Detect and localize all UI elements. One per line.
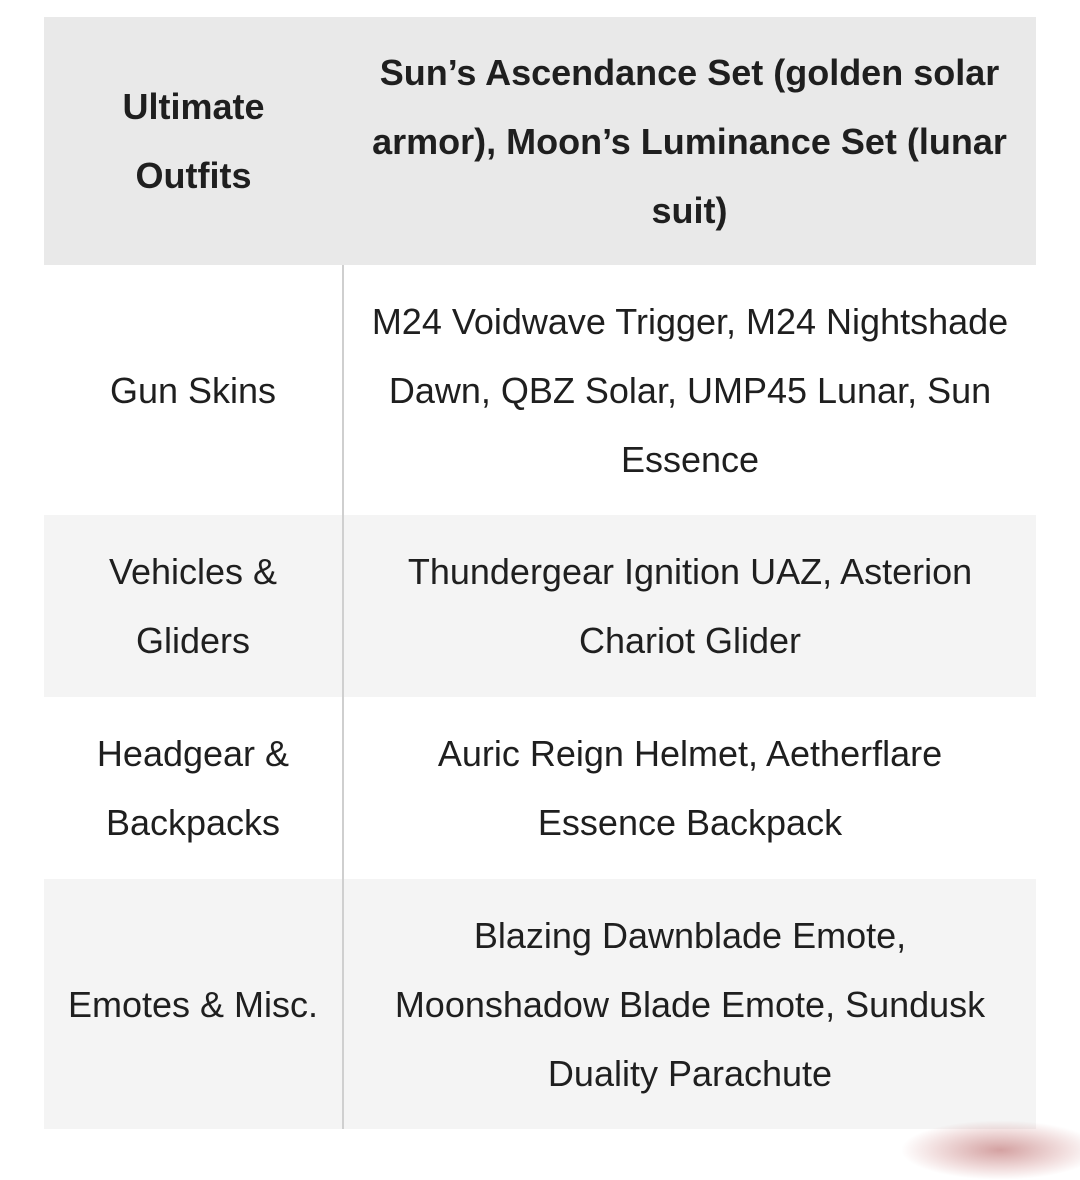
header-category-text: Ultimate Outfits bbox=[122, 86, 265, 196]
items-cell bbox=[343, 265, 1036, 515]
category-cell bbox=[44, 515, 343, 697]
items-text: M24 Voidwave Trigger, M24 Nightshade Dawn, QBZ Solar, UMP45 Lunar, Sun Essence bbox=[371, 300, 1009, 480]
table-row-gun-skins bbox=[44, 265, 1036, 515]
items-text: Thundergear Ignition UAZ, Asterion Chariot Glider bbox=[407, 551, 973, 661]
table-row-emotes-misc bbox=[44, 879, 1036, 1129]
header-category-cell bbox=[44, 17, 343, 265]
category-text: Emotes & Misc. bbox=[67, 983, 319, 1025]
table-row-vehicles-gliders bbox=[44, 515, 1036, 697]
items-cell bbox=[343, 697, 1036, 879]
items-text: Blazing Dawnblade Emote, Moonshadow Blade Emote, Sundusk Duality Parachute bbox=[394, 914, 986, 1094]
header-items-cell bbox=[343, 17, 1036, 265]
items-cell bbox=[343, 515, 1036, 697]
category-text: Gun Skins bbox=[109, 369, 277, 411]
category-text: Vehicles & Gliders bbox=[108, 551, 278, 661]
category-cell bbox=[44, 879, 343, 1129]
items-text: Auric Reign Helmet, Aetherflare Essence Backpack bbox=[437, 733, 943, 843]
table-row-headgear-backpacks bbox=[44, 697, 1036, 879]
table-header-row bbox=[44, 17, 1036, 265]
header-items-text: Sun’s Ascendance Set (golden solar armor), Moon’s Luminance Set (lunar suit) bbox=[372, 51, 1007, 231]
category-text: Headgear & Backpacks bbox=[96, 733, 290, 843]
category-cell bbox=[44, 697, 343, 879]
items-cell bbox=[343, 879, 1036, 1129]
category-cell bbox=[44, 265, 343, 515]
rewards-table bbox=[44, 17, 1036, 1129]
corner-shadow-decoration bbox=[900, 1120, 1080, 1180]
